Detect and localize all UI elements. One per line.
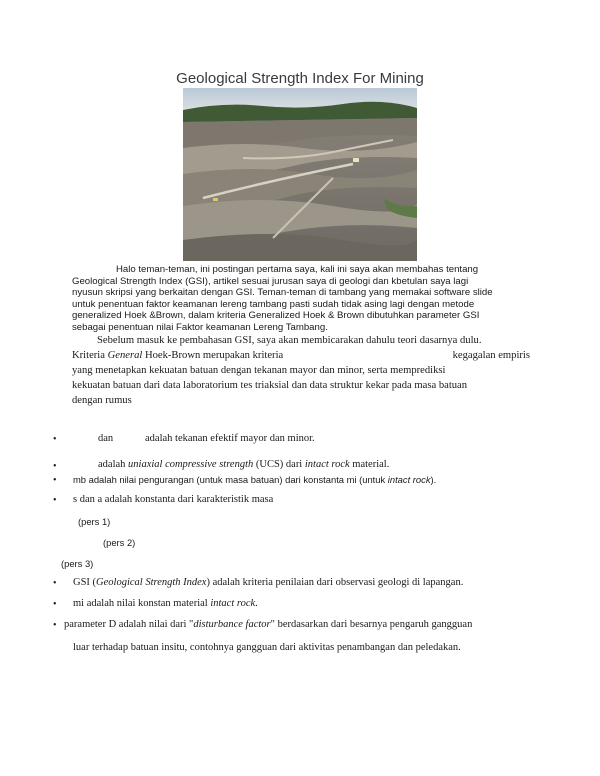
text-span: kegagalan empiris: [452, 350, 530, 361]
text-span: ).: [430, 474, 437, 485]
text-span: General: [107, 350, 143, 361]
text-span: intact rock: [210, 598, 256, 609]
intro-line: nyusun skripsi yang berkaitan dengan GSI. Teman-teman di tambang yang memakai software slide: [72, 287, 493, 298]
page-title: Geological Strength Index For Mining: [176, 70, 424, 87]
equation-label-3: (pers 3): [61, 558, 94, 569]
theory-line: Sebelum masuk ke pembahasan GSI, saya akan membicarakan dahulu teori dasarnya dulu.: [97, 335, 482, 346]
bullet-icon: •: [53, 495, 57, 506]
theory-paragraph: [72, 333, 530, 408]
open-pit-mine-image: [183, 88, 417, 261]
intro-line: Halo teman-teman, ini postingan pertama saya, kali ini saya akan membahas tentang: [116, 264, 479, 275]
equation-label-2: (pers 2): [103, 537, 136, 548]
text-span: Hoek-Brown merupakan kriteria: [142, 350, 284, 361]
intro-line: generalized Hoek &Brown, dalam kriteria Generalized Hoek & Brown dibutuhkan parameter GSI: [72, 310, 480, 321]
text-span: parameter D adalah nilai dari ": [64, 619, 194, 630]
text-span: mi adalah nilai konstan material: [73, 598, 211, 609]
mine-pit-photo: [183, 88, 417, 261]
intro-paragraph: [72, 264, 530, 333]
bullet-icon: •: [53, 620, 57, 631]
intro-line: Geological Strength Index (GSI), artikel sesuai jurusan saya di geologi dan kbetulan saya lagi: [72, 275, 469, 287]
bullet-text: [73, 474, 436, 485]
text-span: intact rock: [387, 474, 431, 485]
theory-line: [72, 348, 530, 363]
text-span: adalah: [98, 459, 129, 470]
theory-line: kekuatan batuan dari data laboratorium tes triaksial dan data struktur kekar pada masa batuan: [72, 380, 468, 391]
text-span: .: [255, 598, 258, 609]
bullet-icon: •: [53, 578, 57, 589]
equation-label-1: (pers 1): [78, 516, 111, 527]
bullet-text: s dan a adalah konstanta dari karakteristik masa: [73, 494, 274, 505]
text-span: GSI (: [73, 577, 97, 588]
bullet-text-continuation: luar terhadap batuan insitu, contohnya gangguan dari aktivitas penambangan dan peledakan.: [73, 642, 461, 653]
text-span: uniaxial compressive strength: [128, 459, 254, 470]
bullet-text: [98, 459, 389, 470]
bullet-icon: •: [53, 461, 57, 472]
bullet-text: [73, 577, 463, 588]
text-span: Geological Strength Index: [96, 577, 207, 588]
text-span: " berdasarkan dari besarnya pengaruh gangguan: [270, 619, 473, 630]
theory-line: dengan rumus: [72, 395, 132, 406]
text-span: disturbance factor: [193, 619, 271, 630]
text-span: material.: [349, 459, 390, 470]
text-span: intact rock: [304, 459, 350, 470]
bullet-icon: •: [53, 475, 57, 486]
bullet-text: [64, 619, 534, 630]
theory-line: yang menetapkan kekuatan batuan dengan tekanan mayor dan minor, serta memprediksi: [72, 365, 446, 376]
text-span: Kriteria: [72, 350, 108, 361]
intro-line: sebagai penentuan nilai Faktor keamanan Lereng Tambang.: [72, 321, 328, 333]
text-span: mb adalah nilai pengurangan (untuk masa batuan) dari konstanta mi (untuk: [73, 474, 388, 485]
bullet-icon: •: [53, 599, 57, 610]
bullet-text: adalah tekanan efektif mayor dan minor.: [145, 433, 315, 444]
bullet-text: [73, 598, 258, 609]
intro-line: untuk penentuan faktor keamanan lereng tambang pasti sudah tidak asing lagi dengan metode: [72, 298, 475, 310]
bullet-text: dan: [98, 433, 114, 444]
text-span: (UCS) dari: [253, 459, 305, 470]
bullet-icon: •: [53, 434, 57, 445]
text-span: ) adalah kriteria penilaian dari observasi geologi di lapangan.: [206, 577, 464, 588]
